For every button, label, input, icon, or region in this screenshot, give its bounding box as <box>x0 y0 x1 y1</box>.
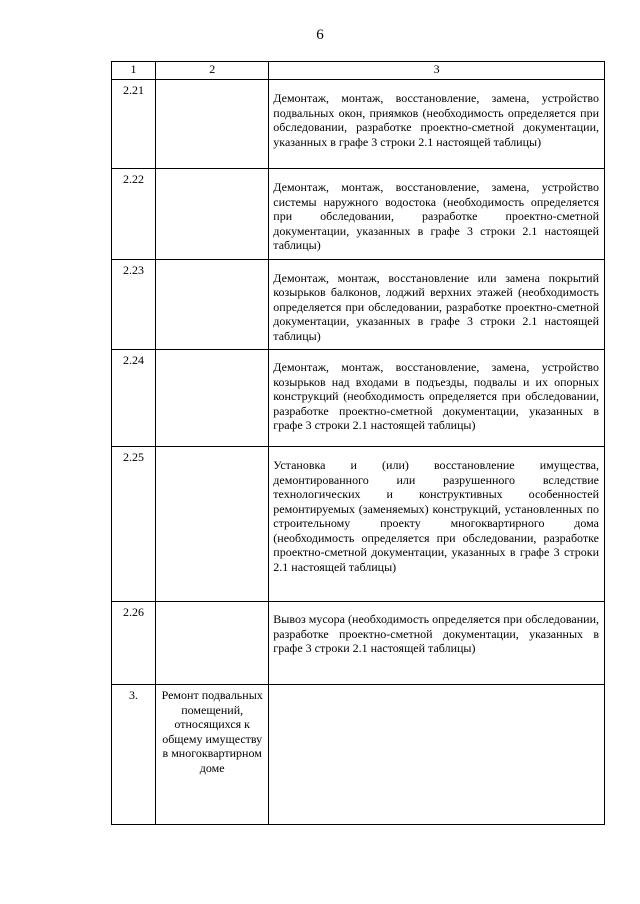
row-number: 2.23 <box>112 259 156 350</box>
row-description: Демонтаж, монтаж, восстановление, замена, устройство козырьков над входами в подъезды, подвалы и их опорных конструкций (необходимость определяется при обследовании, разработке проектно-сметной документации, указанных в графе 3 строки 2.1 настоящей таблицы) <box>269 350 605 447</box>
table-row <box>112 602 605 685</box>
row-description: Демонтаж, монтаж, восстановление, замена, устройство подвальных окон, приямков (необходимость определяется при обследовании, разработке проектно-сметной документации, указанных в графе 3 строки 2.1 настоящей таблицы) <box>269 80 605 169</box>
row-description: Установка и (или) восстановление имущества, демонтированного или разрушенного вследствие технологических и конструктивных особенностей ремонтируемых (заменяемых) конструкций, установленных по строительному проекту многоквартирного дома (необходимость определяется при обследовании, разработке проектно-сметной документации, указанных в графе 3 строки 2.1 настоящей таблицы) <box>269 447 605 602</box>
row-number: 2.21 <box>112 80 156 169</box>
row-name <box>156 447 269 602</box>
row-description: Вывоз мусора (необходимость определяется при обследовании, разработке проектно-сметной документации, указанных в графе 3 строки 2.1 настоящей таблицы) <box>269 602 605 685</box>
row-name <box>156 602 269 685</box>
row-number: 2.26 <box>112 602 156 685</box>
table-header-row <box>112 62 605 80</box>
table-row <box>112 447 605 602</box>
header-col-3: 3 <box>269 62 605 80</box>
row-number: 2.22 <box>112 169 156 260</box>
page-number: 6 <box>316 27 324 43</box>
row-name <box>156 350 269 447</box>
row-description: Демонтаж, монтаж, восстановление, замена, устройство системы наружного водостока (необходимость определяется при обследовании, разработке проектно-сметной документации, указанных в графе 3 строки 2.1 настоящей таблицы) <box>269 169 605 260</box>
row-number: 2.24 <box>112 350 156 447</box>
table-row <box>112 685 605 825</box>
header-col-1: 1 <box>112 62 156 80</box>
row-name <box>156 259 269 350</box>
row-name: Ремонт подвальных помещений, относящихся к общему имуществу в многоквартирном доме <box>156 685 269 825</box>
table-row <box>112 169 605 260</box>
header-col-2: 2 <box>156 62 269 80</box>
row-name <box>156 80 269 169</box>
table-row <box>112 350 605 447</box>
row-description: Демонтаж, монтаж, восстановление или замена покрытий козырьков балконов, лоджий верхних этажей (необходимость определяется при обследовании, разработке проектно-сметной документации, указанных в графе 3 строки 2.1 настоящей таблицы) <box>269 259 605 350</box>
table-row <box>112 80 605 169</box>
row-description <box>269 685 605 825</box>
row-name <box>156 169 269 260</box>
row-number: 3. <box>112 685 156 825</box>
table-row <box>112 259 605 350</box>
row-number: 2.25 <box>112 447 156 602</box>
works-table <box>111 61 605 825</box>
